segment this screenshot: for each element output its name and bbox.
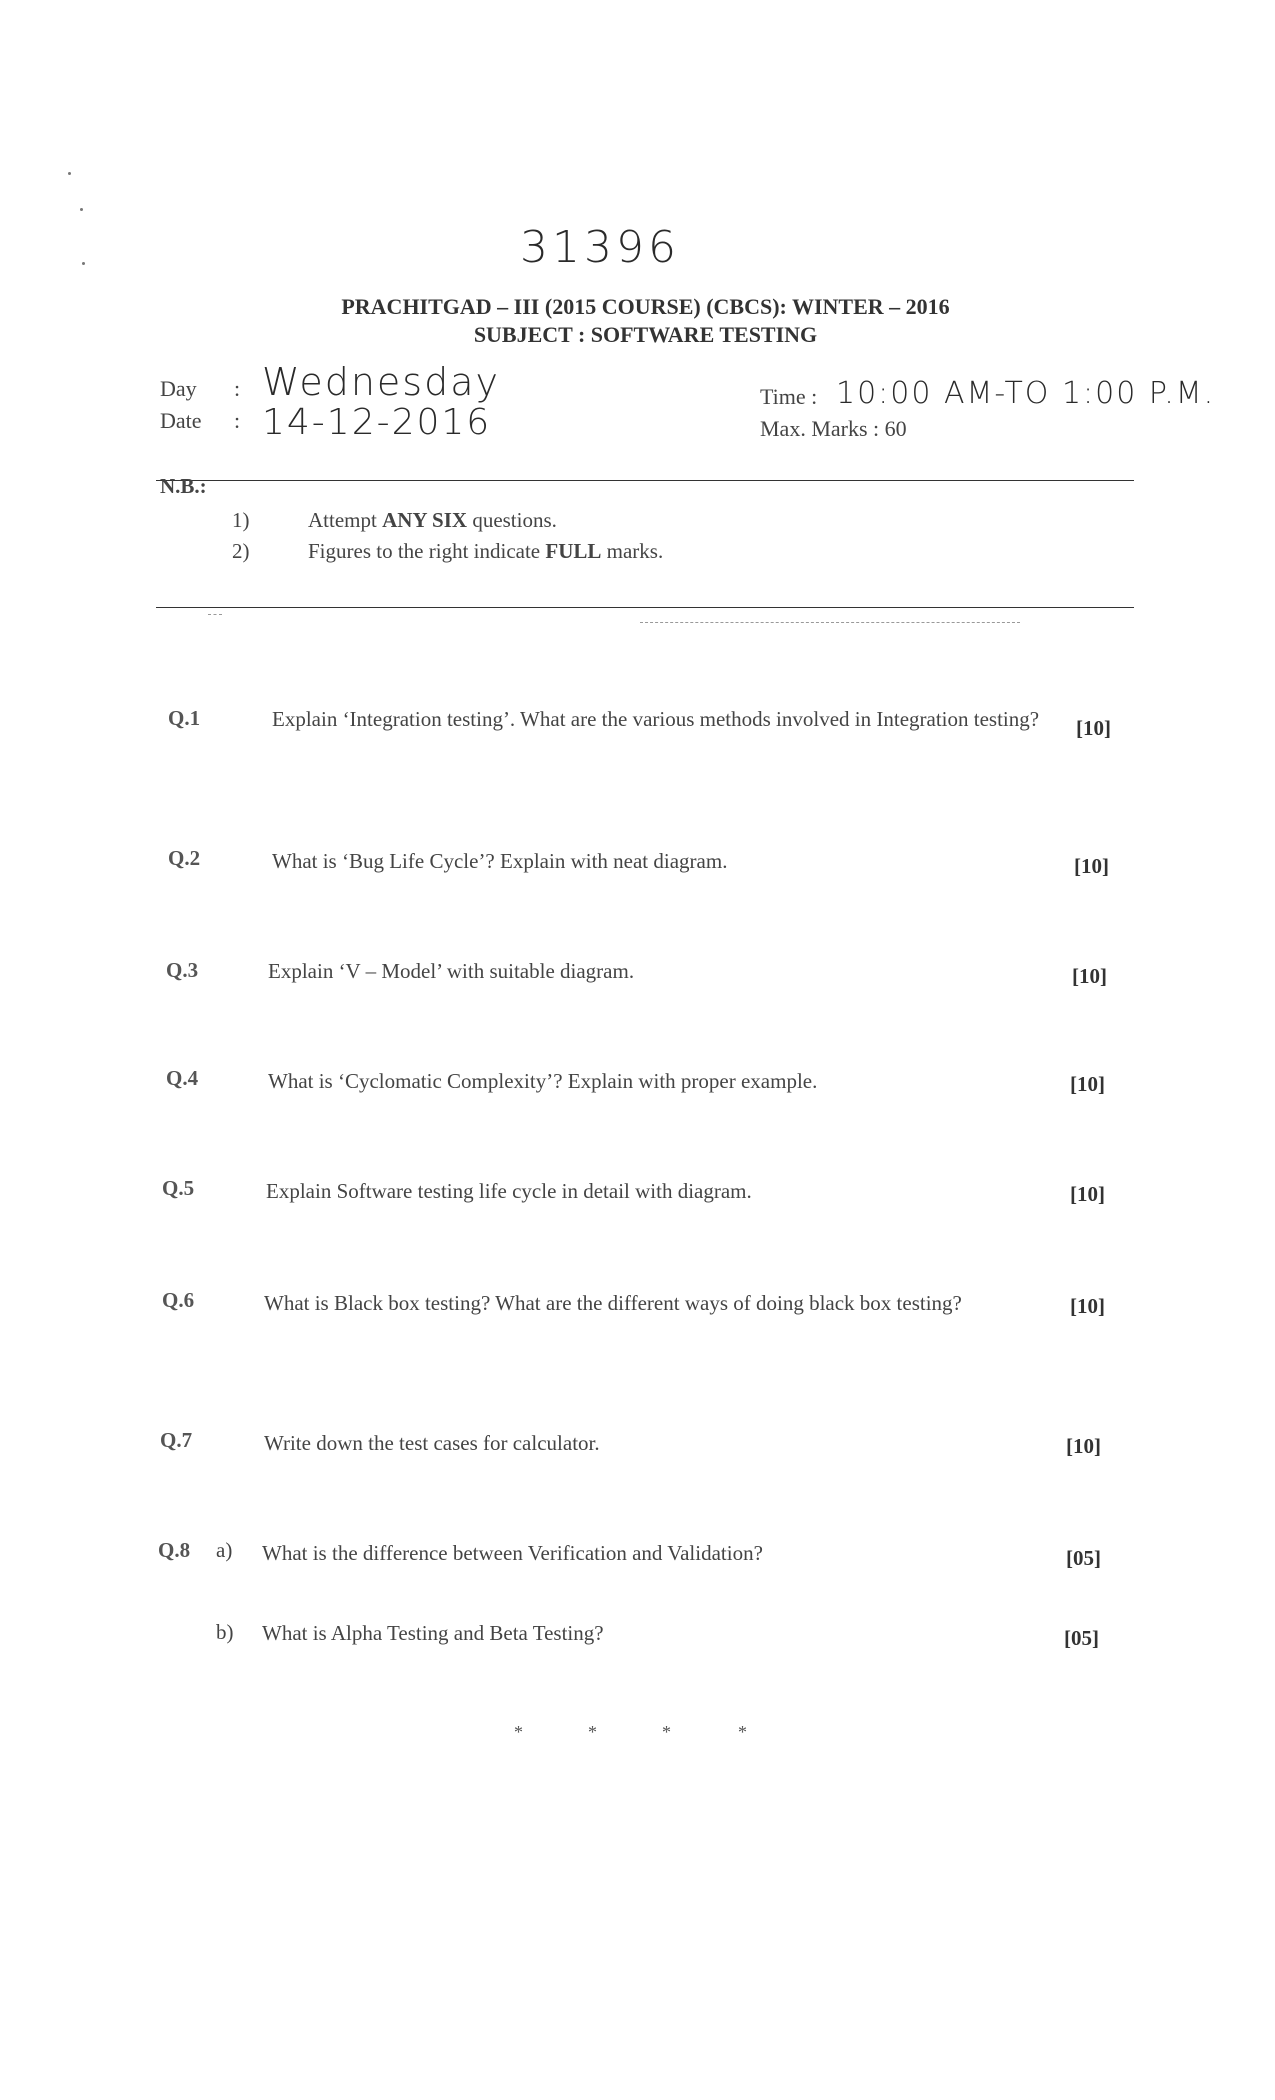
- subject-title: SUBJECT : SOFTWARE TESTING: [473, 322, 818, 347]
- question-text: What is the difference between Verification and Validation?: [262, 1541, 763, 1565]
- question-number: Q.2: [168, 846, 201, 870]
- question-marks: [10]: [1074, 854, 1109, 878]
- note-emphasis: ANY SIX: [382, 508, 468, 532]
- note-number: 2): [232, 539, 250, 563]
- question-text: What is ‘Bug Life Cycle’? Explain with neat diagram.: [272, 849, 728, 873]
- note-emphasis: FULL: [545, 539, 602, 563]
- question-text: Explain ‘Integration testing’. What are the various methods involved in Integration testing?: [272, 707, 1040, 731]
- note-text: [308, 508, 557, 533]
- scan-dash: [640, 622, 1020, 623]
- paper-code: 31396: [520, 222, 680, 273]
- question-text: What is Black box testing? What are the different ways of doing black box testing?: [264, 1291, 962, 1315]
- question-part-label: b): [216, 1620, 234, 1644]
- question-part-label: a): [216, 1538, 233, 1562]
- date-colon: :: [234, 408, 241, 433]
- question-marks: [10]: [1070, 1072, 1105, 1096]
- question-number: Q.8: [158, 1538, 191, 1562]
- question-number: Q.7: [160, 1428, 193, 1452]
- date-label: Date: [160, 408, 202, 433]
- day-value: Wednesday: [262, 360, 501, 404]
- scan-speck: [80, 208, 83, 211]
- question-number: Q.3: [166, 958, 199, 982]
- question-marks: [10]: [1072, 964, 1107, 988]
- end-star: *: [588, 1722, 597, 1742]
- divider-top: [156, 480, 1134, 481]
- nb-label: N.B.:: [160, 474, 207, 498]
- question-text: Write down the test cases for calculator.: [264, 1431, 600, 1455]
- question-text: What is Alpha Testing and Beta Testing?: [262, 1621, 604, 1645]
- question-number: Q.4: [166, 1066, 199, 1090]
- question-number: Q.5: [162, 1176, 195, 1200]
- date-value: 14-12-2016: [262, 402, 492, 443]
- note-text-part: questions.: [467, 508, 557, 532]
- question-text: Explain Software testing life cycle in detail with diagram.: [266, 1179, 752, 1203]
- time-label: Time :: [760, 384, 818, 409]
- day-label: Day: [160, 376, 197, 401]
- question-marks: [05]: [1064, 1626, 1099, 1650]
- note-text: [308, 539, 663, 564]
- question-marks: [10]: [1076, 716, 1111, 740]
- end-star: *: [662, 1722, 671, 1742]
- day-colon: :: [234, 376, 241, 401]
- scan-speck: [82, 262, 85, 265]
- question-marks: [10]: [1066, 1434, 1101, 1458]
- end-star: *: [514, 1722, 523, 1742]
- note-text-part: Attempt: [308, 508, 383, 532]
- time-value: 10:00 AM-TO 1:00 P.M.: [836, 376, 1216, 411]
- question-text: What is ‘Cyclomatic Complexity’? Explain with proper example.: [268, 1069, 818, 1093]
- question-text: Explain ‘V – Model’ with suitable diagram.: [268, 959, 635, 983]
- end-star: *: [738, 1722, 747, 1742]
- question-marks: [10]: [1070, 1182, 1105, 1206]
- divider-bottom: [156, 607, 1134, 608]
- exam-title: PRACHITGAD – III (2015 COURSE) (CBCS): WINTER – 2016: [341, 294, 950, 319]
- max-marks: Max. Marks : 60: [760, 416, 907, 441]
- note-number: 1): [232, 508, 250, 532]
- question-marks: [05]: [1066, 1546, 1101, 1570]
- question-marks: [10]: [1070, 1294, 1105, 1318]
- scan-dash: [208, 614, 222, 615]
- question-number: Q.1: [168, 706, 201, 730]
- note-text-part: Figures to the right indicate: [308, 539, 546, 563]
- note-text-part: marks.: [601, 539, 664, 563]
- question-number: Q.6: [162, 1288, 195, 1312]
- scan-speck: [68, 172, 71, 175]
